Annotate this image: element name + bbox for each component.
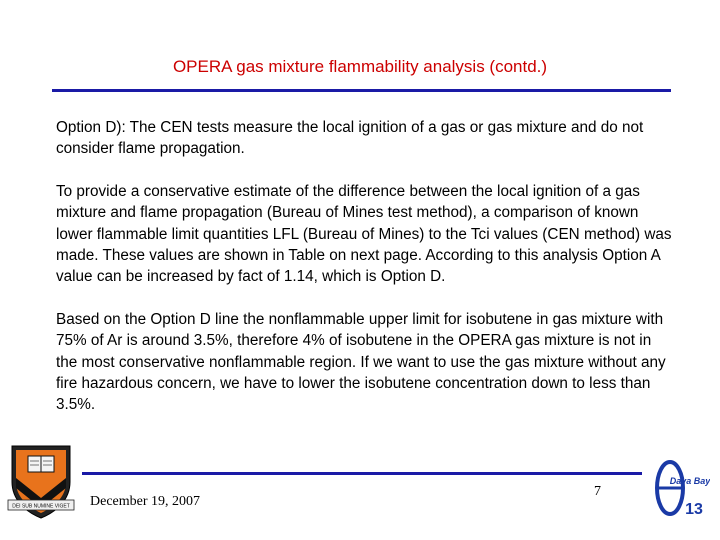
footer-divider — [82, 472, 642, 475]
paragraph-conclusion: Based on the Option D line the nonflammable upper limit for isobutene in gas mixture with 75% of Ar is around 3.5%, therefore 4% of isobutene in the OPERA gas mixture is not in the most conservative nonflammable region. If we want to use the gas mixture without any fire hazardous concern, we have to lower the isobutene concentration down to less than 3.5%. — [56, 310, 666, 414]
shield-motto: DEI SUB NUMINE VIGET — [12, 503, 70, 510]
daya-bay-logo-text: Daya Bay — [669, 476, 710, 486]
slide-body — [56, 117, 676, 437]
theta-13-label: 13 — [685, 501, 703, 518]
page-number: 7 — [594, 484, 601, 499]
title-divider — [52, 89, 671, 92]
daya-bay-logo — [648, 456, 710, 520]
footer-date: December 19, 2007 — [90, 494, 201, 509]
paragraph-conservative-estimate: To provide a conservative estimate of the difference between the local ignition of a gas mixture and flame propagation (Bureau of Mines test method), a comparison of known lower flammable limit quantities LFL (Bureau of Mines) to the Tci values (CEN method) was made. These values are shown in Table on next page. According to this analysis Option A value can be increased by fact of 1.14, which is Option D. — [56, 182, 672, 286]
slide-title: OPERA gas mixture flammability analysis (contd.) — [172, 57, 548, 76]
paragraph-option-d: Option D): The CEN tests measure the local ignition of a gas or gas mixture and do not consider flame propagation. — [56, 119, 644, 158]
princeton-shield-logo — [6, 442, 76, 520]
